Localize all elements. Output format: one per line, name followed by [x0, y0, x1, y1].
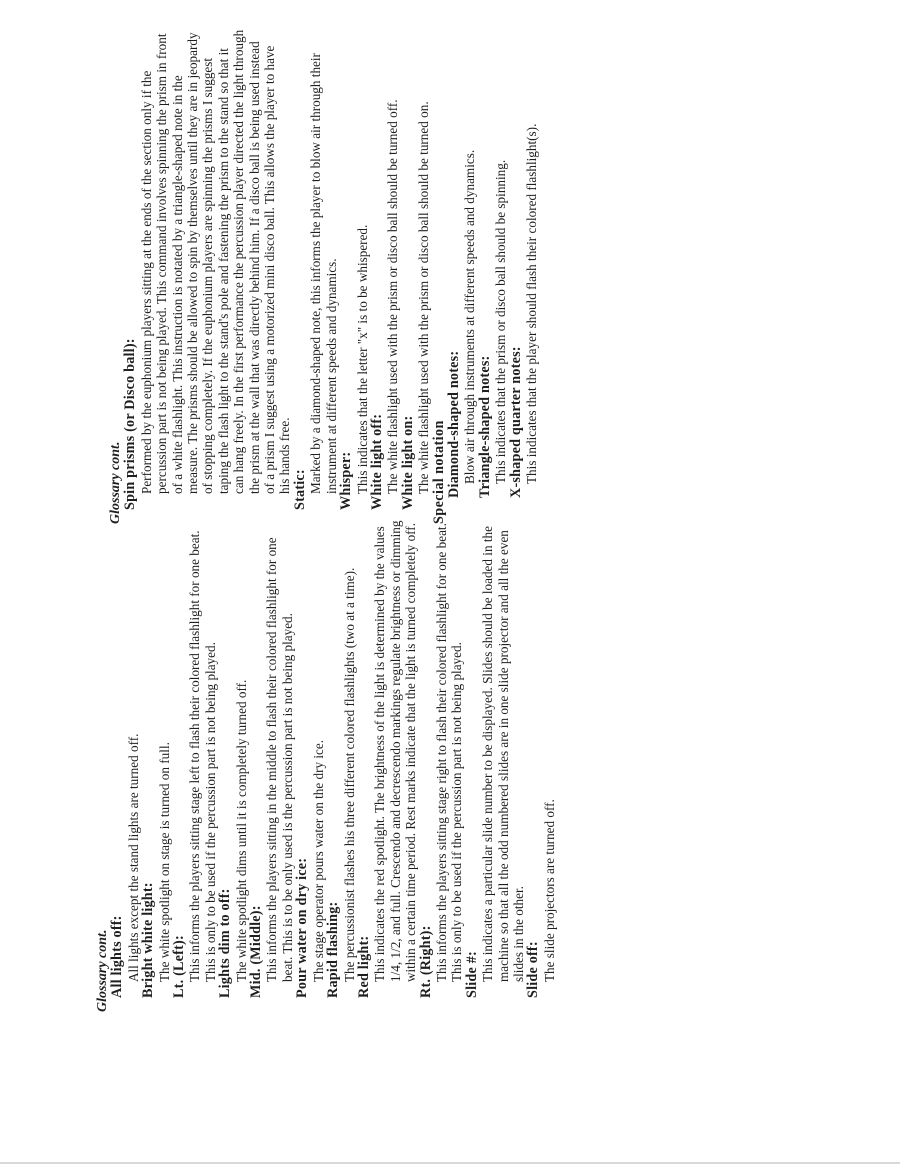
glossary-definition: The stage operator pours water on the dry ice. [310, 739, 326, 982]
glossary-entry [419, 512, 465, 1012]
glossary-entry [141, 512, 172, 1012]
glossary-definition: The white flashlight used with the prism or disco ball should be turned on. [416, 101, 432, 494]
glossary-term: Pour water on dry ice: [294, 857, 311, 998]
glossary-entry [218, 512, 249, 1012]
glossary-entry [172, 512, 218, 1012]
glossary-term: Bright white light: [140, 882, 157, 998]
glossary-definition: The white flashlight used with the prism or disco ball should be turned off. [385, 99, 401, 494]
glossary-term: Mid. (Middle): [248, 905, 265, 998]
glossary-definition: Performed by the euphonium players sitting at the ends of the section only if the percussion part is not being played. This command involves spinning the prism in front of a white flashlight. This instruction is notated by a triangle-shaped note in the measure. The prisms should be allowed to spin by themselves until they are in jeopardy of stopping completely. If the euphonium players are spinning the prisms I suggest taping the flash light to the stand's pole and fastening the prism to the stand so that it can hang freely. In the first performance the percussion player directed the light through the prism at the wall that was directly behind him. If a disco ball is being used instead of a prism I suggest using a motorized mini disco ball. This allows the player to have his hands free. [138, 29, 293, 494]
glossary-term: Whisper: [338, 451, 355, 510]
glossary-term: Rapid flashing: [325, 901, 342, 998]
glossary-entry [370, 24, 401, 524]
glossary-term: White light off: [368, 413, 385, 510]
left-entry-list [110, 512, 557, 1012]
glossary-definition: This indicates that the prism or disco ball should be spinning. [493, 159, 509, 484]
glossary-definition: All lights except the stand lights are turned off. [125, 733, 141, 982]
glossary-term: Slide off: [525, 941, 542, 998]
glossary-definition: This indicates a particular slide number to be displayed. Slides should be loaded in the machine so that all the odd numbered slides are in one slide projector and all the even slides in the other. [480, 526, 526, 982]
special-notation-heading: Special notation [430, 420, 447, 524]
glossary-definition: This informs the players sitting stage left to flash their colored flashlight for one beat. This is only to be used if the percussion part is not being played. [187, 530, 218, 982]
glossary-definition: This informs the players sitting in the middle to flash their colored flashlight for one beat. This is to be only used is the percussion part is not being played. [264, 537, 295, 982]
glossary-entry [293, 24, 339, 524]
glossary-entry [295, 512, 326, 1012]
glossary-entry [465, 512, 527, 1012]
glossary-definition: This indicates that the player should flash their colored flashlight(s). [523, 123, 539, 484]
glossary-term: White light on: [399, 415, 416, 510]
glossary-definition: The slide projectors are turned off. [541, 799, 557, 982]
glossary-term: Slide #: [463, 951, 480, 998]
glossary-entry [339, 24, 370, 524]
glossary-entry [526, 512, 557, 1012]
glossary-term: Lights dim to off: [217, 888, 234, 998]
right-entry-list [123, 24, 431, 524]
glossary-term: Rt. (Right): [417, 925, 434, 998]
glossary-column-right [108, 24, 539, 524]
glossary-entry [326, 512, 357, 1012]
glossary-entry [478, 24, 509, 524]
glossary-term: Lt. (Left): [171, 935, 188, 998]
glossary-definition: Blow air through instruments at different speeds and dynamics. [462, 149, 478, 484]
glossary-entry [447, 24, 478, 524]
glossary-title-right: Glossary cont. [108, 441, 123, 524]
glossary-definition: This indicates that the letter "x" is to be whispered. [354, 224, 370, 494]
glossary-entry [123, 24, 292, 524]
glossary-term: All lights off: [109, 915, 126, 998]
special-notation-list [447, 24, 539, 524]
glossary-title-left: Glossary cont. [95, 929, 110, 1012]
glossary-term: Static: [291, 469, 308, 510]
glossary-entry [110, 512, 141, 1012]
glossary-definition: This informs the players sitting stage right to flash their colored flashlight for one beat. This is only to be used if the percussion part is not being played. [433, 523, 465, 982]
glossary-entry [401, 24, 432, 524]
glossary-definition: The white spotlight on stage is turned on full. [156, 742, 172, 982]
glossary-entry [249, 512, 295, 1012]
glossary-definition: The white spotlight dims until it is completely turned off. [233, 679, 249, 982]
glossary-definition: This indicates the red spotlight. The brightness of the light is determined by the values 1/4, 1/2, and full. Crescendo and decrescendo markings regulate brightness or dimming within a certain time period. Rest marks indicate that the light is turned completely off. [372, 520, 419, 982]
glossary-term: Spin prisms (or Disco ball): [122, 338, 139, 510]
glossary-term: Diamond-shaped notes: [445, 350, 462, 498]
glossary-entry [357, 512, 419, 1012]
glossary-column-left [95, 512, 557, 1012]
glossary-term: X-shaped quarter notes: [507, 346, 524, 498]
glossary-entry [509, 24, 540, 524]
glossary-definition: Marked by a diamond-shaped note, this informs the player to blow air through their instrument at different speeds and dynamics. [308, 53, 339, 494]
glossary-definition: The percussionist flashes his three different colored flashlights (two at a time). [341, 567, 357, 982]
glossary-term: Triangle-shaped notes: [476, 355, 493, 498]
glossary-term: Red light: [355, 935, 372, 998]
